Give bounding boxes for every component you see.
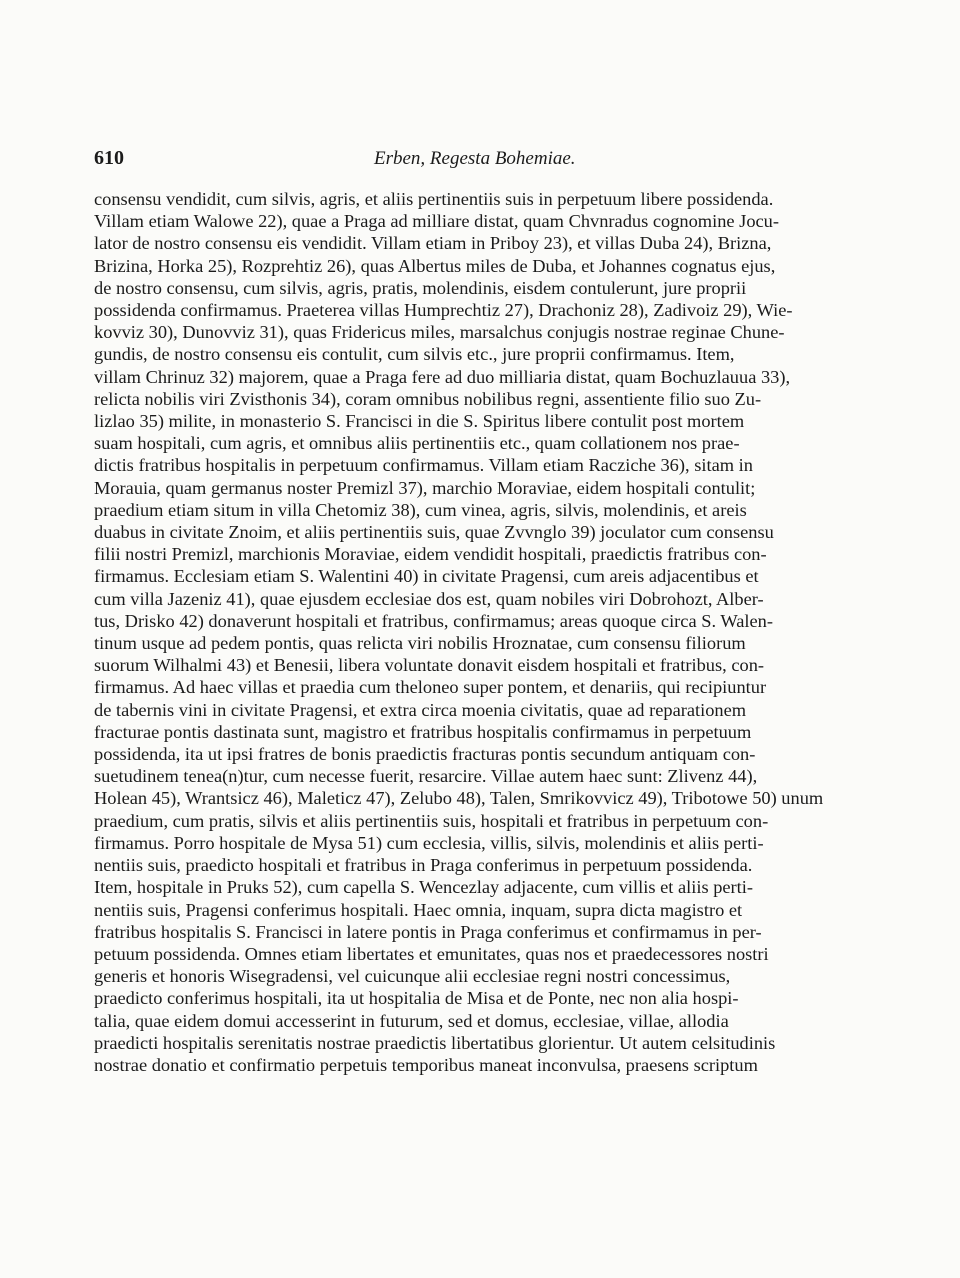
text-line: dictis fratribus hospitalis in perpetuum confirmamus. Villam etiam Racziche 36), sitam in bbox=[94, 455, 753, 476]
text-line: lator de nostro consensu eis vendidit. Villam etiam in Priboy 23), et villas Duba 24), Brizna, bbox=[94, 233, 772, 254]
text-line: possidenda, ita ut ipsi fratres de bonis praedictis fracturas pontis secundum antiquam con- bbox=[94, 744, 756, 765]
text-line: cum villa Jazeniz 41), quae ejusdem ecclesiae dos est, quam nobiles viri Dobrohozt, Alber- bbox=[94, 588, 764, 609]
text-line: petuum possidenda. Omnes etiam libertates et emunitates, quas nos et praedecessores nostri bbox=[94, 943, 769, 964]
text-line: praedium, cum pratis, silvis et aliis pertinentiis suis, hospitali et fratribus in perpetuum con- bbox=[94, 810, 769, 831]
text-line: Brizina, Horka 25), Rozprehtiz 26), quas Albertus miles de Duba, et Johannes cognatus ejus, bbox=[94, 255, 776, 276]
text-line: gundis, de nostro consensu eis contulit, cum silvis etc., jure proprii confirmamus. Item, bbox=[94, 344, 735, 365]
text-line: Holean 45), Wrantsicz 46), Maleticz 47), Zelubo 48), Talen, Smrikovvicz 49), Tribotowe 50) unum bbox=[94, 788, 824, 809]
text-line: talia, quae eidem domui accesserint in futurum, sed et domus, ecclesiae, villae, allodia bbox=[94, 1010, 729, 1031]
page-number: 610 bbox=[94, 147, 124, 169]
text-line: praedicti hospitalis serenitatis nostrae praedictis libertatibus glorientur. Ut autem celsitudinis bbox=[94, 1032, 776, 1053]
text-line: firmamus. Porro hospitale de Mysa 51) cum ecclesia, villis, silvis, molendinis et aliis perti- bbox=[94, 832, 764, 853]
text-line: de nostro consensu, cum silvis, agris, pratis, molendinis, eisdem contulerunt, jure proprii bbox=[94, 277, 747, 298]
text-line: Villam etiam Walowe 22), quae a Praga ad milliare distat, quam Chvnradus cognomine Jocu- bbox=[94, 211, 780, 232]
text-line: Item, hospitale in Pruks 52), cum capella S. Wencezlay adjacente, cum villis et aliis perti- bbox=[94, 877, 754, 898]
text-line: tus, Drisko 42) donaverunt hospitali et fratribus, confirmamus; areas quoque circa S. Walen- bbox=[94, 610, 773, 631]
text-line: filii nostri Premizl, marchionis Moraviae, eidem vendidit hospitali, praedictis fratribus con- bbox=[94, 544, 767, 565]
text-line: firmamus. Ad haec villas et praedia cum theloneo super pontem, et denariis, qui recipiuntur bbox=[94, 677, 767, 698]
text-line: generis et honoris Wisegradensi, vel cuicunque alii ecclesiae regni nostri concessimus, bbox=[94, 966, 731, 987]
text-line: tinum usque ad pedem pontis, quas relicta viri nobilis Hroznatae, cum consensu filiorum bbox=[94, 633, 746, 654]
text-line: suetudinem tenea(n)tur, cum necesse fuerit, resarcire. Villae autem haec sunt: Zlivenz 44), bbox=[94, 766, 758, 787]
text-line: praedicto conferimus hospitali, ita ut hospitalia de Misa et de Ponte, nec non alia hospi- bbox=[94, 988, 739, 1009]
text-line: villam Chrinuz 32) majorem, quae a Praga fere ad duo milliaria distat, quam Bochuzlauua 33), bbox=[94, 366, 791, 387]
text-line: fratribus hospitalis S. Francisci in latere pontis in Praga conferimus et confirmamus in per- bbox=[94, 921, 762, 942]
text-line: Morauia, quam germanus noster Premizl 37), marchio Moraviae, eidem hospitali contulit; bbox=[94, 477, 756, 498]
text-line: de tabernis vini in civitate Pragensi, et extra circa moenia civitatis, quae ad reparationem bbox=[94, 699, 747, 720]
body-text bbox=[94, 188, 839, 1076]
text-line: kovviz 30), Dunovviz 31), quas Fridericus miles, marsalchus conjugis nostrae reginae Chune- bbox=[94, 322, 785, 343]
text-line: nentiis suis, praedicto hospitali et fratribus in Praga conferimus in perpetuum possidenda. bbox=[94, 855, 753, 876]
text-line: consensu vendidit, cum silvis, agris, et aliis pertinentiis suis in perpetuum libere possidenda. bbox=[94, 189, 774, 209]
text-line: relicta nobilis viri Zvisthonis 34), coram omnibus nobilibus regni, assentiente filio suo Zu- bbox=[94, 388, 762, 409]
text-line: possidenda confirmamus. Praeterea villas Humprechtiz 27), Drachoniz 28), Zadivoiz 29), Wie- bbox=[94, 300, 793, 321]
text-line: nentiis suis, Pragensi conferimus hospitali. Haec omnia, inquam, supra dicta magistro et bbox=[94, 899, 743, 920]
text-line: nostrae donatio et confirmatio perpetuis temporibus maneat inconvulsa, praesens scriptum bbox=[94, 1054, 758, 1075]
text-line: duabus in civitate Znoim, et aliis pertinentiis suis, quae Zvvnglo 39) joculator cum consensu bbox=[94, 522, 774, 543]
page-header bbox=[94, 147, 834, 171]
text-line: suam hospitali, cum agris, et omnibus aliis pertinentiis etc., quam collationem nos prae- bbox=[94, 433, 740, 454]
running-title: Erben, Regesta Bohemiae. bbox=[374, 148, 576, 169]
text-line: suorum Wilhalmi 43) et Benesii, libera voluntate donavit eisdem hospitali et fratribus, con- bbox=[94, 655, 765, 676]
text-line: fracturae pontis dastinata sunt, magistro et fratribus hospitalis confirmamus in perpetuum bbox=[94, 721, 752, 742]
text-line: praedium etiam situm in villa Chetomiz 38), cum vinea, agris, silvis, molendinis, et areis bbox=[94, 499, 747, 520]
text-line: lizlao 35) milite, in monasterio S. Francisci in die S. Spiritus libere contulit post mortem bbox=[94, 411, 745, 432]
text-line: firmamus. Ecclesiam etiam S. Walentini 40) in civitate Pragensi, cum areis adjacentibus et bbox=[94, 566, 759, 587]
